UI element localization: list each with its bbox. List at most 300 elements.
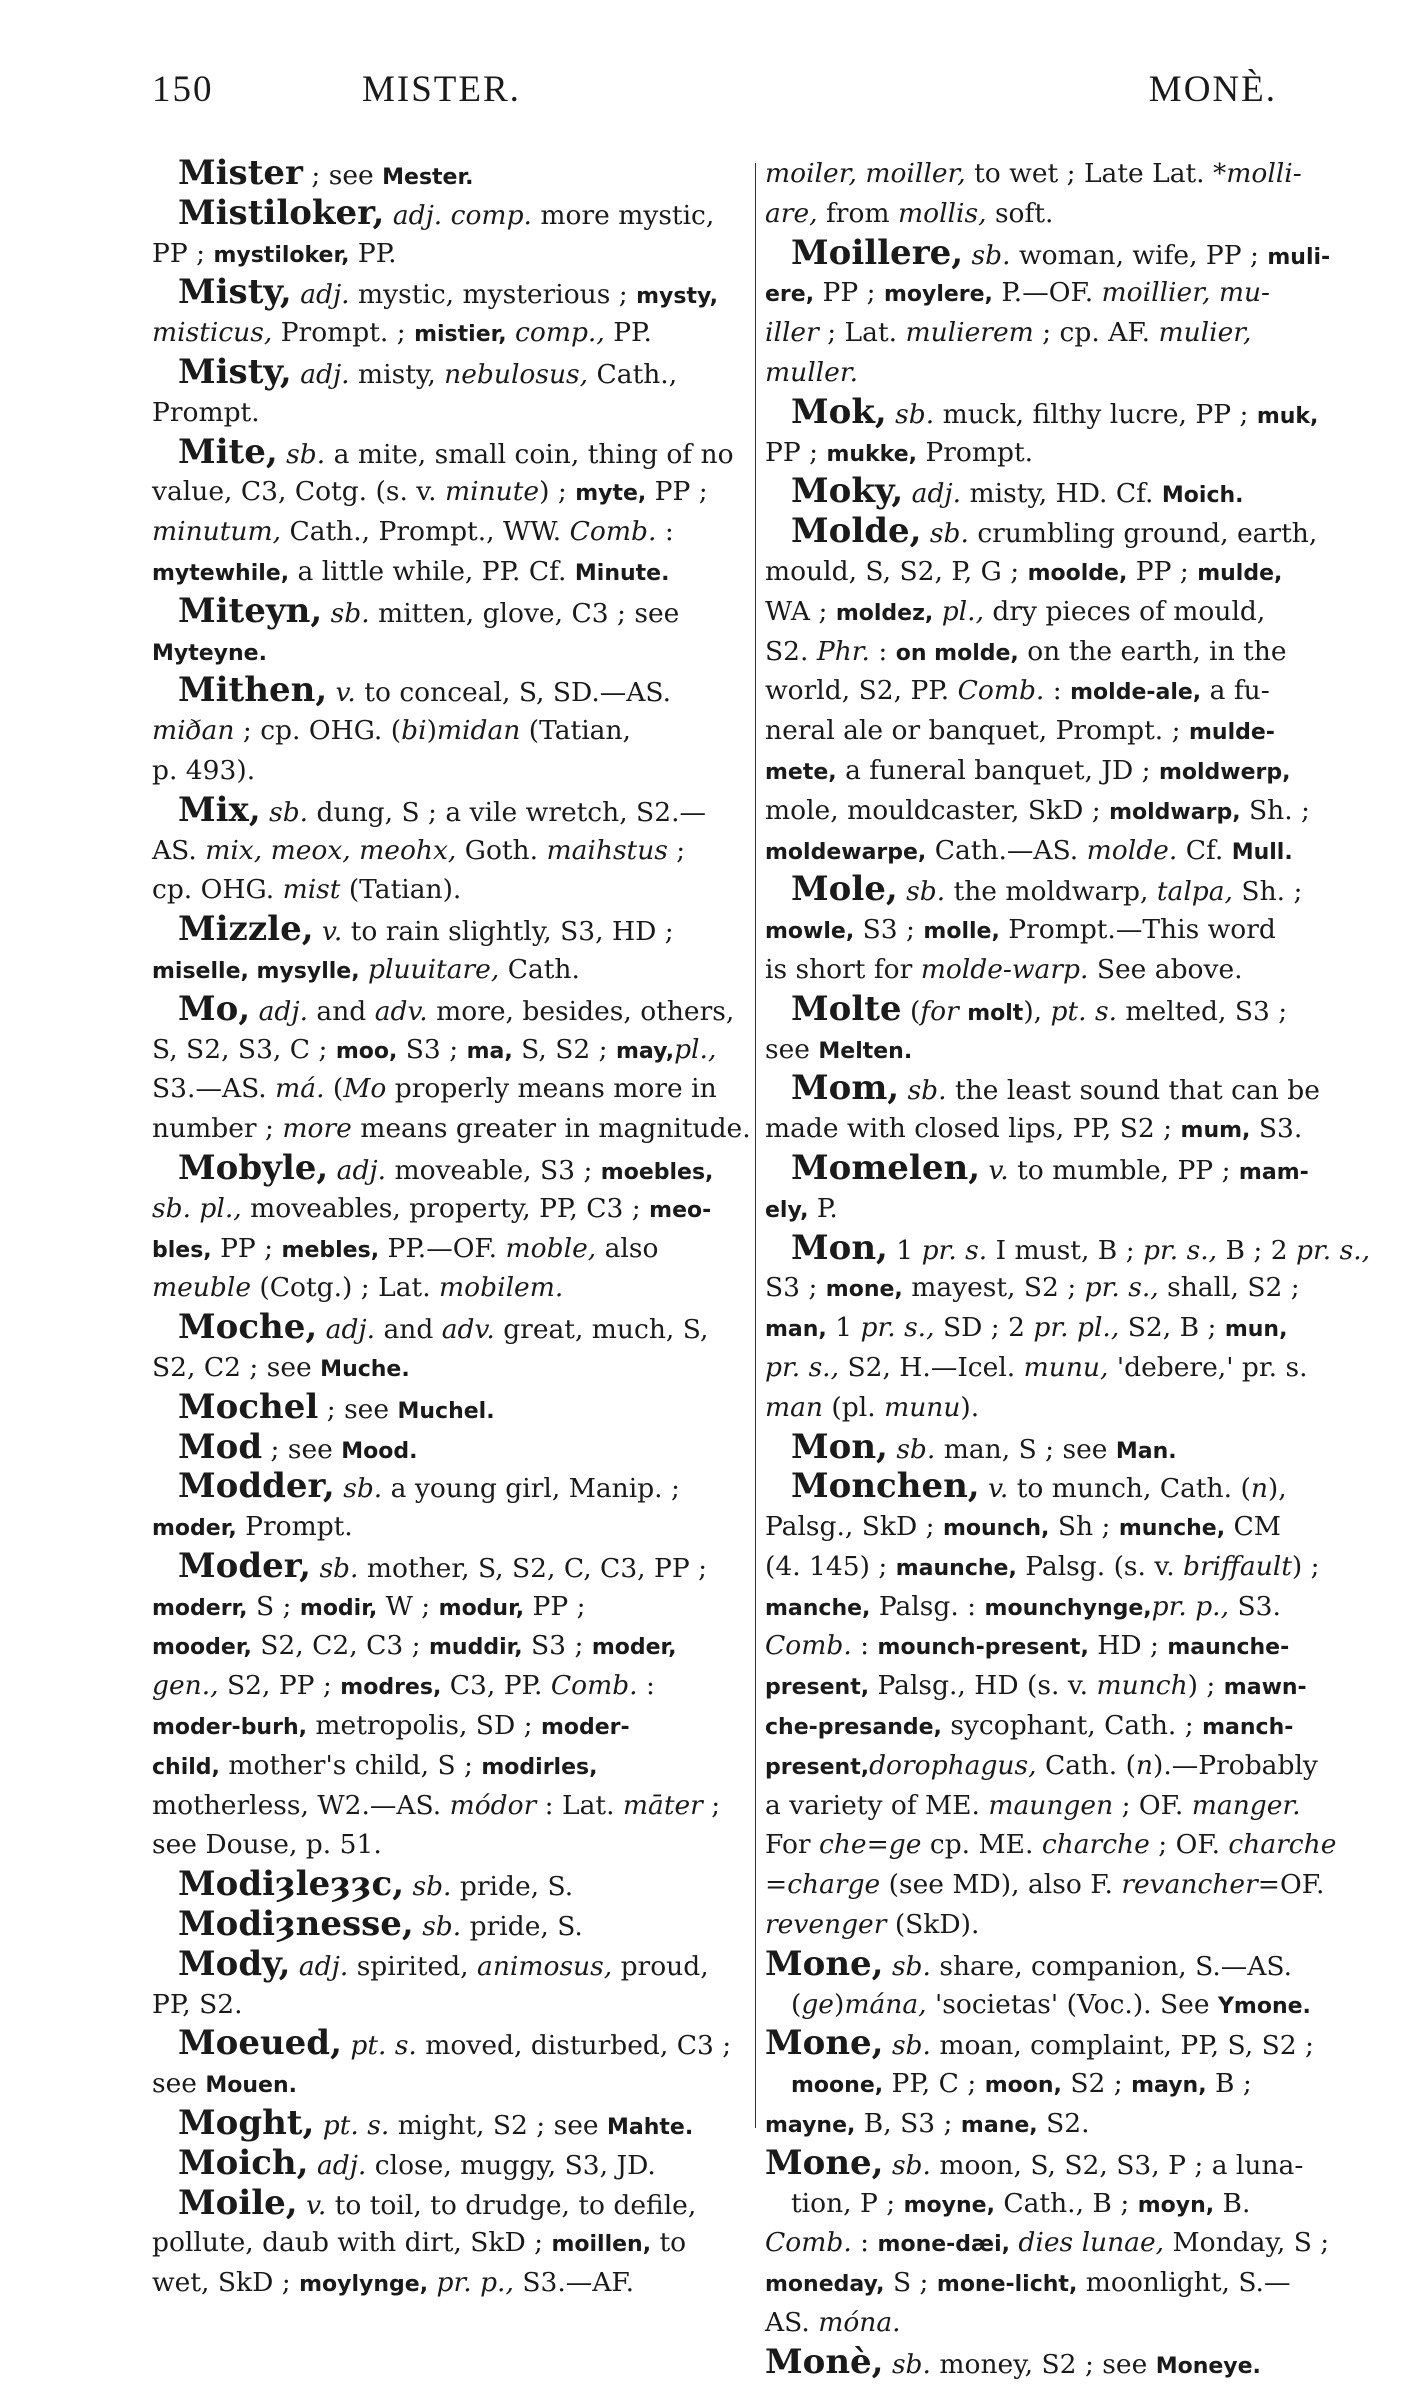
text-run: PP, S2. (152, 1988, 243, 2020)
text-line (152, 1746, 740, 1786)
text-line (152, 234, 740, 274)
text-run: Palsg. (s. v. (1016, 1550, 1184, 1582)
headword: Mithen, (178, 670, 328, 711)
text-line (152, 1268, 740, 1308)
italic-text: mist (282, 874, 341, 906)
italic-text: adj. (298, 1950, 349, 1982)
text-line (152, 1786, 740, 1826)
italic-text: manger. (1191, 1789, 1301, 1821)
text-line (765, 154, 1357, 194)
text-run: S, S2, S3, C ; (152, 1033, 336, 1065)
text-line (765, 1069, 1357, 1109)
italic-text: n (1135, 1749, 1153, 1781)
text-run: PP ; (765, 436, 827, 468)
text-run (328, 1155, 336, 1186)
bold-form: ma, (466, 1038, 513, 1064)
text-run (360, 954, 368, 985)
left-column (152, 153, 751, 2299)
bold-form: che-presande, (765, 1715, 942, 1741)
text-line (765, 1149, 1357, 1189)
italic-text: minutum, (152, 516, 282, 548)
italic-text: sb. (896, 1433, 936, 1465)
text-run (507, 317, 515, 348)
text-run: AS. (765, 2307, 819, 2339)
italic-text: mulierem (905, 317, 1034, 349)
text-line (765, 2303, 1357, 2343)
text-line (765, 751, 1357, 791)
bold-form: manch- (1202, 1715, 1294, 1741)
italic-text: pr. pl., (1033, 1312, 1120, 1344)
text-line (152, 1069, 740, 1109)
bold-form: mounch-present, (877, 1635, 1089, 1661)
text-run: S ; (247, 1590, 300, 1622)
text-run: Cath.—AS. (926, 834, 1087, 866)
text-run: =OF. (1257, 1869, 1325, 1901)
text-line (152, 791, 740, 831)
text-run: and (308, 995, 375, 1027)
bold-form: modres, (340, 1675, 442, 1701)
text-run: Cath. (499, 953, 580, 985)
italic-text: pr. p., (1151, 1590, 1230, 1622)
italic-text: sb. (891, 1950, 931, 1982)
text-run: PP ; (646, 476, 708, 508)
italic-text: for (920, 995, 959, 1027)
italic-text: briffault (1183, 1550, 1292, 1582)
text-run (414, 1911, 422, 1942)
bold-form: Melten. (818, 1038, 913, 1064)
text-line (152, 1945, 740, 1985)
text-run: B ; (1206, 2068, 1252, 2100)
text-run: C3, PP. (441, 1670, 551, 1702)
text-run: ) ; (1291, 1550, 1320, 1582)
bold-form: modirles, (481, 1754, 598, 1780)
text-run: ; cp. AF. (1033, 317, 1159, 349)
headword: Mok, (791, 391, 887, 432)
text-run: misty, (349, 358, 445, 390)
text-run: Palsg., SkD ; (765, 1511, 943, 1543)
bold-form: maunche- (1167, 1635, 1290, 1661)
text-run: ) ; (1187, 1670, 1224, 1702)
bold-form: molde-ale, (1070, 680, 1202, 706)
italic-text: sb. (269, 796, 309, 828)
bold-form: mysty, (636, 284, 718, 310)
text-line (765, 1109, 1357, 1149)
headword: Mon, (791, 1426, 888, 1467)
text-run: S2, H.—Icel. (839, 1351, 1024, 1383)
text-run (335, 1473, 343, 1504)
text-run: S3.—AF. (513, 2267, 635, 2299)
italic-text: molde. (1086, 834, 1178, 866)
text-line (152, 751, 740, 791)
text-line (152, 1905, 740, 1945)
text-line (765, 194, 1357, 234)
text-run: money, S2 ; see (930, 2348, 1156, 2380)
bold-form: moolde, (1027, 560, 1128, 586)
headword: Mody, (178, 1943, 291, 1984)
italic-text: má. (275, 1073, 325, 1105)
text-run: S3 ; (522, 1630, 592, 1662)
text-run: the least sound that can be (946, 1075, 1320, 1107)
bold-form: Muche. (320, 1356, 410, 1382)
text-run: moveable, S3 ; (386, 1154, 601, 1186)
text-run (963, 240, 971, 271)
italic-text: adv. (441, 1314, 495, 1346)
headword: Molte (791, 988, 902, 1029)
bold-form: mone-dæi, (877, 2232, 1010, 2258)
text-run: S ; (884, 2267, 937, 2299)
text-run: : (656, 516, 674, 548)
italic-text: charche (1228, 1829, 1337, 1861)
text-line (152, 950, 740, 990)
bold-form: mulde, (1197, 560, 1283, 586)
text-run: motherless, W2.—AS. (152, 1789, 450, 1821)
bold-form: moldwarp, (1109, 799, 1241, 825)
text-line (152, 2263, 740, 2303)
italic-text: muller. (765, 356, 859, 388)
italic-text: sb. pl., (152, 1192, 242, 1224)
text-line (152, 1985, 740, 2025)
bold-form: child, (152, 1754, 220, 1780)
bold-form: moon, (984, 2073, 1062, 2099)
text-line (152, 592, 740, 632)
text-line (765, 2184, 1357, 2224)
text-run: mayest, S2 ; (902, 1272, 1085, 1304)
text-line (765, 1706, 1357, 1746)
text-line (765, 831, 1357, 871)
bold-form: moylynge, (299, 2272, 429, 2298)
text-run: dry pieces of mould, (984, 595, 1266, 627)
italic-text: bi (401, 715, 427, 747)
text-line (152, 1865, 740, 1905)
text-line (765, 1507, 1357, 1547)
bold-form: Mester. (382, 165, 474, 190)
text-run: ; OF. (1113, 1789, 1192, 1821)
text-line (152, 990, 740, 1030)
italic-text: dorophagus, (869, 1749, 1037, 1781)
text-run: 1 (826, 1312, 861, 1344)
bold-form: mounchynge, (984, 1595, 1152, 1621)
text-run (314, 2110, 322, 2141)
text-run: PP. (349, 237, 397, 269)
text-run: WA ; (765, 595, 836, 627)
headword: Modiȝleȝȝc, (178, 1864, 405, 1905)
text-run: Cf. (1177, 834, 1232, 866)
text-run: the moldwarp, (945, 876, 1157, 908)
italic-text: adj. (911, 478, 962, 510)
text-run: more, besides, others, (427, 995, 735, 1027)
text-line (765, 1746, 1357, 1786)
italic-text: moillier, mu- (1101, 277, 1270, 309)
text-line (152, 1308, 740, 1348)
text-run: ; cp. OHG. ( (234, 715, 402, 747)
text-run: is short for (765, 953, 921, 985)
italic-text: pr. s., (860, 1312, 935, 1344)
italic-text: talpa, (1156, 876, 1233, 908)
text-run: a young girl, Manip. ; (382, 1473, 680, 1505)
text-run: ). (960, 1391, 980, 1423)
text-run: : (1044, 675, 1071, 707)
text-run: (Tatian, (520, 715, 631, 747)
text-run: S, S2 ; (512, 1033, 616, 1065)
text-run: 1 (887, 1234, 922, 1266)
text-run: Sh. ; (1240, 794, 1310, 826)
text-run: on the earth, in the (1018, 635, 1287, 667)
headword: Modder, (178, 1466, 335, 1507)
column-divider (755, 163, 756, 2128)
italic-text: adj. comp. (392, 199, 532, 231)
italic-text: iller (765, 317, 819, 349)
text-run: S3. (1250, 1113, 1303, 1145)
text-run: Cath., (588, 358, 678, 390)
italic-text: sb. (319, 1552, 359, 1584)
text-run: ; (667, 834, 686, 866)
text-run: PP ; (152, 237, 214, 269)
bold-form: bles, (152, 1237, 212, 1263)
text-line (765, 791, 1357, 831)
italic-text: adj. (300, 279, 350, 311)
bold-form: moillen, (551, 2232, 652, 2258)
text-line (765, 472, 1357, 512)
text-run (903, 478, 911, 509)
headword: Mone, (765, 2023, 884, 2064)
text-run: to rain slightly, S3, HD ; (342, 916, 674, 948)
italic-text: gen., (152, 1670, 219, 1702)
text-run: Prompt. (236, 1511, 353, 1543)
text-line (765, 671, 1357, 711)
headword: Mone, (765, 1943, 884, 1984)
text-run (428, 2267, 436, 2298)
italic-text: mána, (844, 1988, 927, 2020)
bold-form: mooder, (152, 1635, 252, 1661)
text-run (933, 596, 941, 627)
bold-form: moder, (152, 1516, 237, 1542)
text-run (298, 2190, 306, 2221)
bold-form: mounch, (942, 1516, 1050, 1542)
text-run (250, 996, 258, 1027)
text-line (765, 910, 1357, 950)
bold-form: moyne, (903, 2192, 995, 2218)
text-run: share, companion, S.—AS. (930, 1950, 1293, 1982)
text-line (152, 1467, 740, 1507)
text-line (765, 1865, 1357, 1905)
italic-text: Comb. (765, 1630, 852, 1662)
italic-text: pr. p., (436, 2267, 514, 2299)
text-run: neral ale or banquet, Prompt. ; (765, 715, 1189, 747)
text-run: For (765, 1829, 819, 1861)
text-run: mother, S, S2, C, C3, PP ; (358, 1552, 708, 1584)
text-line (765, 2343, 1357, 2383)
bold-form: mone, (825, 1277, 903, 1303)
text-run: mitten, glove, C3 ; see (369, 597, 680, 629)
text-run: Cath., B ; (994, 2187, 1138, 2219)
text-line (152, 512, 740, 552)
headword: Mister (178, 153, 303, 193)
italic-text: munu (884, 1391, 961, 1423)
text-run: misty, HD. Cf. (961, 478, 1162, 510)
italic-text: Mo (343, 1073, 387, 1105)
text-run: S2, B ; (1119, 1312, 1225, 1344)
text-run: : (869, 635, 896, 667)
text-line (765, 433, 1357, 473)
text-line (765, 1786, 1357, 1826)
text-run: Palsg., HD (s. v. (869, 1670, 1097, 1702)
text-run: : (851, 1630, 878, 1662)
text-run: see Douse, p. 51. (152, 1829, 382, 1861)
text-line (765, 273, 1357, 313)
text-line (765, 870, 1357, 910)
text-run: (pl. (823, 1391, 885, 1423)
text-run: S2, C2 ; see (152, 1351, 321, 1383)
italic-text: more (282, 1113, 352, 1145)
text-run: from (817, 197, 898, 229)
italic-text: nebulosus, (444, 358, 589, 390)
text-run: S3 ; (765, 1272, 826, 1304)
text-run: B. (1214, 2187, 1251, 2219)
headword: Miteyn, (178, 590, 323, 631)
page-number: 150 (152, 69, 214, 110)
italic-text: adj. (316, 2149, 367, 2181)
text-run: proud, (612, 1950, 709, 1982)
text-run: S2. (765, 635, 817, 667)
text-run: ( (324, 1073, 344, 1105)
text-line (152, 1149, 740, 1189)
italic-text: adv. (374, 995, 428, 1027)
headword: Mod (178, 1426, 263, 1467)
headword: Mole, (791, 869, 898, 910)
bold-form: moneday, (765, 2272, 885, 2298)
text-run: ; see (318, 1393, 398, 1425)
italic-text: man (765, 1391, 823, 1423)
text-line (765, 1030, 1357, 1070)
italic-text: Phr. (816, 635, 870, 667)
italic-text: pr. s., (1296, 1234, 1371, 1266)
bold-form: molle, (923, 919, 1000, 945)
text-line (765, 950, 1357, 990)
italic-text: are, (765, 197, 818, 229)
text-run: cp. OHG. (152, 874, 283, 906)
italic-text: adj. (300, 358, 350, 390)
bold-form: mone-licht, (936, 2272, 1078, 2298)
text-run: PP ; (1127, 555, 1198, 587)
bold-form: moder-burh, (152, 1715, 307, 1741)
text-line (765, 2144, 1357, 2184)
italic-text: adj. (258, 995, 308, 1027)
text-line (152, 393, 740, 433)
text-run: P. (808, 1192, 838, 1224)
right-column (765, 154, 1371, 2382)
text-run (261, 797, 269, 828)
text-line (765, 512, 1357, 552)
text-run: pride, S. (461, 1911, 583, 1943)
text-run: to mumble, PP ; (1008, 1154, 1239, 1186)
italic-text: adj. (325, 1314, 376, 1346)
text-run: S3 ; (397, 1033, 467, 1065)
bold-form: moderr, (152, 1595, 248, 1621)
text-run: muck, filthy lucre, PP ; (934, 398, 1257, 430)
text-run: S3.—AS. (152, 1073, 276, 1105)
text-run: PP, C ; (883, 2068, 985, 2100)
italic-text: sb. (891, 2149, 931, 2181)
text-line (152, 1706, 740, 1746)
text-run: pollute, daub with dirt, SkD ; (152, 2227, 552, 2259)
italic-text: sb. (330, 597, 370, 629)
headword: Molde, (791, 511, 922, 552)
text-line (765, 632, 1357, 672)
text-run (884, 2349, 892, 2380)
text-run: tion, P ; (791, 2187, 904, 2219)
italic-text: māter (622, 1789, 703, 1821)
text-run: CM (1225, 1511, 1281, 1543)
bold-form: mawn- (1223, 1675, 1307, 1701)
text-run: Sh. ; (1233, 876, 1303, 908)
text-line (152, 2223, 740, 2263)
italic-text: sb. (907, 1075, 947, 1107)
italic-text: sb. (929, 518, 969, 550)
text-run: see (765, 1033, 819, 1065)
text-line (152, 1109, 751, 1149)
text-line (765, 2024, 1357, 2064)
text-run (898, 876, 906, 907)
text-line (765, 592, 1357, 632)
text-run: mole, mouldcaster, SkD ; (765, 794, 1110, 826)
italic-text: charche (1041, 1829, 1150, 1861)
italic-text: mollis, (897, 197, 987, 229)
text-run: 'debere,' pr. s. (1108, 1351, 1308, 1383)
italic-text: molde-warp. (920, 953, 1089, 985)
text-run: world, S2, PP. (765, 675, 958, 707)
italic-text: adj. (336, 1154, 387, 1186)
text-line (765, 1945, 1357, 1985)
italic-text: sb. (891, 2348, 931, 2380)
headword: Monè, (765, 2341, 884, 2382)
text-line (152, 632, 740, 672)
text-run: cp. ME. (921, 1829, 1042, 1861)
italic-text: v. (335, 677, 356, 709)
headword: Mix, (178, 789, 261, 830)
italic-text: mix, meox, meohx, (205, 834, 457, 866)
italic-text: pr. s., (765, 1351, 840, 1383)
text-line (765, 1348, 1357, 1388)
italic-text: sb. (343, 1473, 383, 1505)
bold-form: Moneye. (1155, 2353, 1261, 2379)
text-run: shall, S2 ; (1158, 1272, 1300, 1304)
text-line (765, 552, 1357, 592)
italic-text: animosus, (477, 1950, 613, 1982)
right-running-head: MONÈ. (1148, 69, 1277, 110)
bold-form: mane, (960, 2113, 1038, 2139)
italic-text: mobilem. (439, 1272, 564, 1304)
italic-text: che=ge (818, 1829, 922, 1861)
bold-form: munche, (1118, 1516, 1226, 1542)
italic-text: dies lunae, (1018, 2227, 1165, 2259)
text-line (152, 313, 740, 353)
bold-form: miselle, mysylle, (152, 958, 360, 984)
italic-text: miðan (152, 715, 235, 747)
text-line (152, 194, 740, 234)
headword: Moile, (178, 2182, 298, 2223)
text-run: more mystic, (531, 199, 715, 231)
text-line (152, 273, 740, 313)
italic-text: midan (436, 715, 521, 747)
italic-text: pl., (674, 1033, 717, 1065)
text-line (152, 1189, 740, 1229)
bold-form: on molde, (895, 640, 1019, 666)
text-run (290, 1951, 298, 1982)
text-line (152, 2024, 740, 2064)
text-run: (see MD), also F. (880, 1869, 1122, 1901)
bold-form: mayn, (1131, 2073, 1207, 2099)
bold-form: mistier, (414, 322, 507, 348)
